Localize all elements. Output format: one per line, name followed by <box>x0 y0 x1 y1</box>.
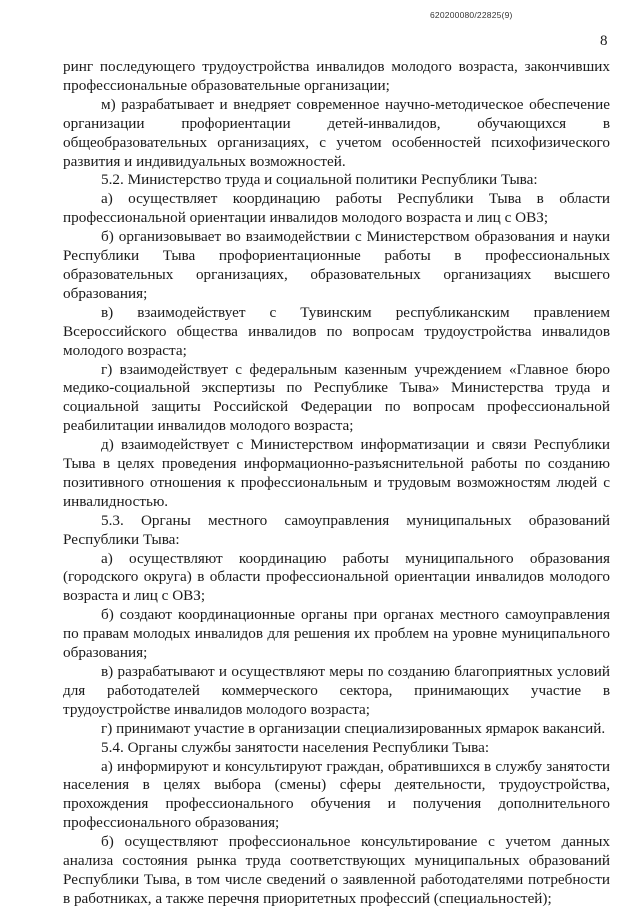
paragraph: б) организовывает во взаимодействии с Министерством образования и науки Республики Тыва профориентационные работы в профессиональных образовательных организациях, образовательных организациях высшего образования; <box>63 228 610 302</box>
paragraph: а) осуществляют координацию работы муниципального образования (городского округа) в области профессиональной ориентации инвалидов молодого возраста и лиц с ОВЗ; <box>63 549 610 605</box>
section-heading: 5.4. Органы службы занятости населения Республики Тыва: <box>101 738 490 756</box>
paragraph: м) разрабатывает и внедряет современное научно-методическое обеспечение организации профориентации детей-инвалидов, обучающихся в общеобразовательных организациях, с учетом особенностей психофизического развития и индивидуальных возможностей. <box>63 95 610 170</box>
paragraph: а) осуществляет координацию работы Республики Тыва в области профессиональной ориентации инвалидов молодого возраста и лиц с ОВЗ; <box>63 190 610 227</box>
paragraph: а) информируют и консультируют граждан, обратившихся в службу занятости населения в целях выбора (смены) сферы деятельности, трудоустройства, прохождения профессионального обучения и получения дополнительного профессионального образования; <box>63 757 610 832</box>
paragraph: г) взаимодействует с федеральным казенным учреждением «Главное бюро медико-социальной экспертизы по Республике Тыва» Министерства труда и социальной защиты Российской Федерации по вопросам профессиональной реабилитации инвалидов молодого возраста; <box>63 360 610 435</box>
paragraph: д) взаимодействует с Министерством информатизации и связи Республики Тыва в целях проведения информационно-разъяснительной работы по созданию позитивного отношения к профессиональным и трудовым возможностям людей с инвалидностью. <box>63 436 610 510</box>
paragraph: ринг последующего трудоустройства инвалидов молодого возраста, закончивших профессиональные образовательные организации; <box>63 58 610 94</box>
section-heading: 5.2. Министерство труда и социальной политики Республики Тыва: <box>101 171 538 189</box>
paragraph: г) принимают участие в организации специализированных ярмарок вакансий. <box>101 719 606 737</box>
paragraph: б) создают координационные органы при органах местного самоуправления по правам молодых инвалидов для решения их проблем на уровне муниципального образования; <box>63 606 610 662</box>
section-heading: 5.3. Органы местного самоуправления муниципальных образований Республики Тыва: <box>63 511 610 548</box>
document-id: 620200080/22825(9) <box>430 10 513 20</box>
paragraph: б) осуществляют профессиональное консультирование с учетом данных анализа состояния рынка труда соответствующих муниципальных образований Республики Тыва, в том числе сведений о заявленной работодателями потребности в работниках, а также перечня приоритетных профессий (специальностей); <box>63 833 610 907</box>
document-body <box>63 58 610 909</box>
paragraph: в) взаимодействует с Тувинским республиканским правлением Всероссийского общества инвалидов по вопросам трудоустройства инвалидов молодого возраста; <box>63 303 610 359</box>
page-number: 8 <box>600 33 608 49</box>
paragraph: в) разрабатывают и осуществляют меры по созданию благоприятных условий для работодателей коммерческого сектора, принимающих участие в трудоустройстве инвалидов молодого возраста; <box>63 663 610 718</box>
